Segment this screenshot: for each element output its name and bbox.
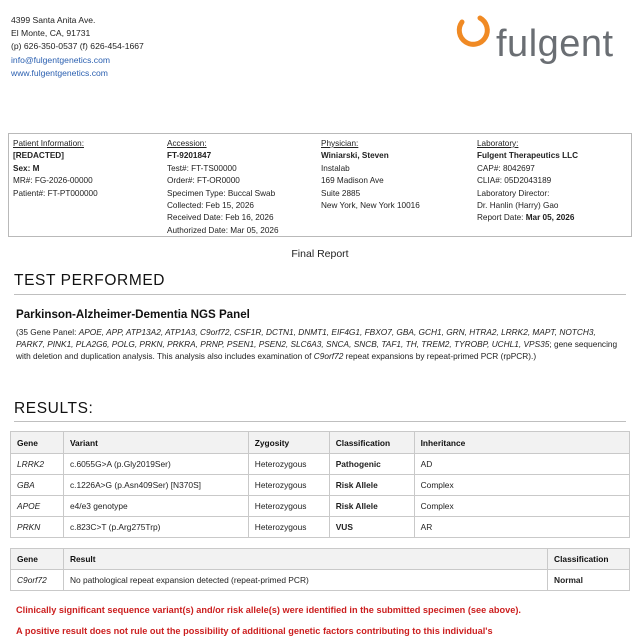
final-report-label: Final Report (291, 248, 349, 260)
test-performed-heading: TEST PERFORMED (14, 272, 166, 289)
panel-desc-middle: ; gene sequencing with deletion and duplication analysis. This analysis also includes examination of (16, 338, 618, 361)
accession-id: FT-9201847 (167, 151, 212, 161)
logo-arc-icon (452, 10, 496, 54)
accession-order: Order#: FT-OR0000 (167, 176, 240, 186)
patient-number: Patient#: FT-PT000000 (13, 188, 98, 198)
variant-inheritance: Complex (414, 475, 629, 496)
report-date-label: Report Date: (477, 213, 526, 223)
variant-inheritance: Complex (414, 496, 629, 517)
laboratory-column (477, 138, 578, 225)
variant-change: c.1226A>G (p.Asn409Ser) [N370S] (63, 475, 248, 496)
variant-gene: PRKN (11, 517, 64, 538)
panel-desc-gene: C9orf72 (313, 350, 344, 361)
accession-specimen: Specimen Type: Buccal Swab (167, 188, 276, 198)
variant-zygosity: Heterozygous (248, 475, 329, 496)
col-header-result: Result (63, 549, 547, 570)
physician-city: New York, New York 10016 (321, 201, 420, 211)
variant-inheritance: AR (414, 517, 629, 538)
variant-results-table (10, 431, 630, 538)
variant-zygosity: Heterozygous (248, 517, 329, 538)
variant-gene: GBA (11, 475, 64, 496)
section-divider (14, 421, 626, 422)
col-header-gene: Gene (11, 549, 64, 570)
variant-change: c.6055G>A (p.Gly2019Ser) (63, 454, 248, 475)
repeat-table-header-row (11, 549, 630, 570)
table-row (11, 517, 630, 538)
report-info-box (8, 133, 632, 237)
laboratory-clia: CLIA#: 05D2043189 (477, 176, 552, 186)
variant-classification: Risk Allele (329, 496, 414, 517)
accession-heading: Accession: (167, 139, 207, 148)
report-date-value: Mar 05, 2026 (525, 213, 575, 223)
physician-org: Instalab (321, 163, 350, 173)
clinical-significance-note: Clinically significant sequence variant(s) and/or risk allele(s) were identified in the submitted specimen (see above). (16, 605, 521, 615)
repeat-results-table (10, 548, 630, 591)
col-header-zygosity: Zygosity (248, 432, 329, 454)
panel-gene-list: APOE, APP, ATP13A2, ATP1A3, C9orf72, CSF1R, DCTN1, DNMT1, EIF4G1, FBXO7, GBA, GCH1, GRN, HTRA2, LRRK2, MAPT, NOTCH3, PARK7, PINK1, PLA2G6, POLG, PRKN, PRKRA, PRNP, PSEN1, PSEN2, SLC6A3, SNCA, SNCB, TAF1, TH, TREM2, TYROBP, UCHL1, VPS35 (16, 327, 596, 349)
col-header-inheritance: Inheritance (414, 432, 629, 454)
repeat-result: No pathological repeat expansion detected (repeat-primed PCR) (63, 570, 547, 591)
repeat-gene: C9orf72 (11, 570, 64, 591)
variant-inheritance: AD (414, 454, 629, 475)
patient-info-column (13, 138, 98, 200)
address-line-phone: (p) 626-350-0537 (f) 626-454-1667 (11, 41, 144, 52)
variant-gene: APOE (11, 496, 64, 517)
table-row (11, 570, 630, 591)
laboratory-director-label: Laboratory Director: (477, 188, 550, 198)
address-line-city: El Monte, CA, 91731 (11, 28, 91, 39)
panel-title: Parkinson-Alzheimer-Dementia NGS Panel (16, 308, 250, 321)
physician-heading: Physician: (321, 139, 359, 148)
patient-sex: Sex: M (13, 163, 40, 173)
repeat-classification: Normal (548, 570, 630, 591)
col-header-classification: Classification (548, 549, 630, 570)
accession-test: Test#: FT-TS00000 (167, 163, 237, 173)
table-row (11, 454, 630, 475)
col-header-gene: Gene (11, 432, 64, 454)
email-link[interactable]: info@fulgentgenetics.com (11, 54, 111, 65)
variant-classification: Risk Allele (329, 475, 414, 496)
results-heading: RESULTS: (14, 400, 94, 417)
physician-column (321, 138, 420, 212)
accession-collected: Collected: Feb 15, 2026 (167, 201, 254, 211)
section-divider (14, 294, 626, 295)
accession-authorized: Authorized Date: Mar 05, 2026 (167, 225, 279, 235)
accession-received: Received Date: Feb 16, 2026 (167, 213, 274, 223)
panel-description (16, 327, 624, 363)
patient-name: [REDACTED] (13, 151, 64, 161)
positive-result-note: A positive result does not rule out the possibility of additional genetic factors contributing to this individual's (16, 626, 493, 636)
address-line-street: 4399 Santa Anita Ave. (11, 15, 96, 25)
laboratory-name: Fulgent Therapeutics LLC (477, 151, 578, 161)
website-link[interactable]: www.fulgentgenetics.com (11, 67, 108, 78)
laboratory-director: Dr. Hanlin (Harry) Gao (477, 201, 559, 211)
table-row (11, 475, 630, 496)
laboratory-cap: CAP#: 8042697 (477, 163, 535, 173)
patient-info-heading: Patient Information: (13, 139, 84, 148)
fulgent-logo (452, 10, 632, 70)
physician-street: 169 Madison Ave (321, 176, 384, 186)
col-header-classification: Classification (329, 432, 414, 454)
table-row (11, 496, 630, 517)
panel-desc-suffix: repeat expansions by repeat-primed PCR (rpPCR).) (343, 350, 537, 361)
variant-gene: LRRK2 (11, 454, 64, 475)
patient-mr: MR#: FG-2026-00000 (13, 176, 93, 186)
logo-wordmark: fulgent (496, 23, 614, 65)
laboratory-heading: Laboratory: (477, 139, 519, 148)
variant-table-header-row (11, 432, 630, 454)
col-header-variant: Variant (63, 432, 248, 454)
laboratory-report-date-line (477, 212, 578, 224)
panel-desc-prefix: (35 Gene Panel: (16, 327, 79, 337)
variant-classification: VUS (329, 517, 414, 538)
lab-address-block (11, 14, 144, 80)
variant-classification: Pathogenic (329, 454, 414, 475)
physician-suite: Suite 2885 (321, 188, 361, 198)
variant-zygosity: Heterozygous (248, 496, 329, 517)
variant-zygosity: Heterozygous (248, 454, 329, 475)
variant-change: c.823C>T (p.Arg275Trp) (63, 517, 248, 538)
physician-name: Winiarski, Steven (321, 151, 389, 161)
variant-change: e4/e3 genotype (63, 496, 248, 517)
accession-column (167, 138, 279, 237)
